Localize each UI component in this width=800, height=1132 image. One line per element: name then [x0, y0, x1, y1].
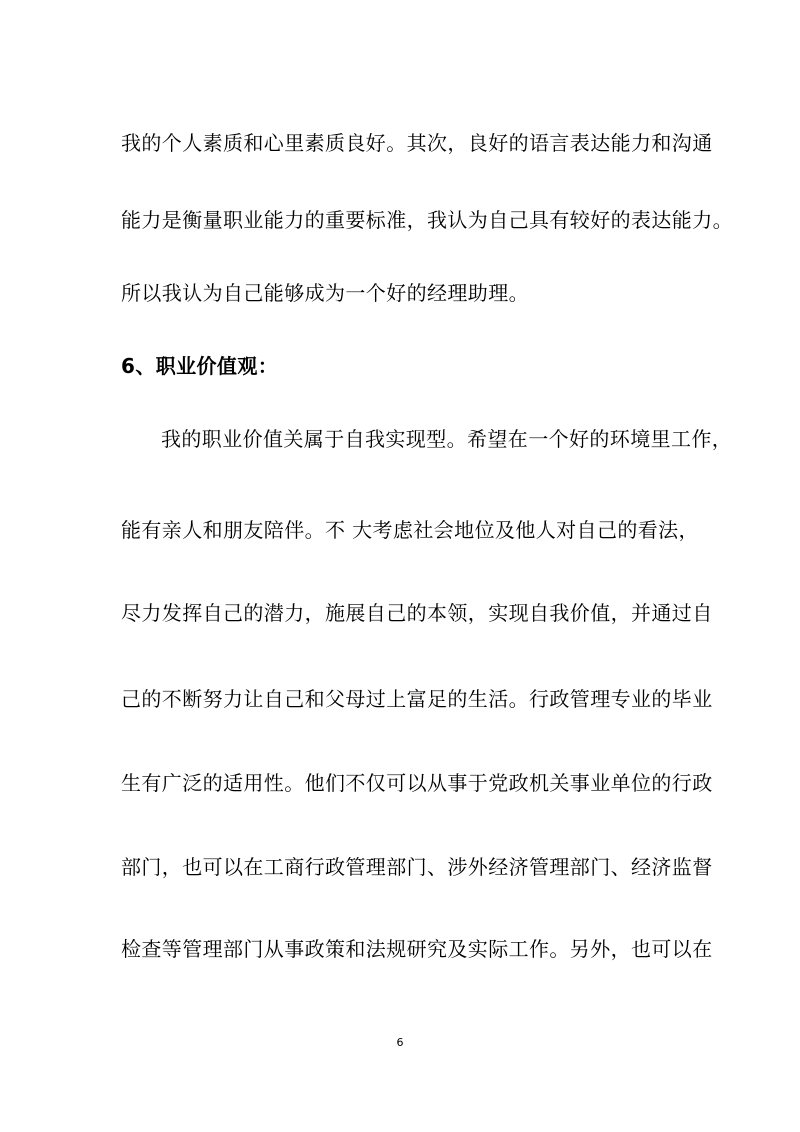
section-heading: 6、职业价值观： — [121, 354, 279, 378]
paragraph-line-6: 部门，也可以在工商行政管理部门、涉外经济管理部门、经济监督 — [121, 855, 713, 879]
paragraph-line-7: 检查等管理部门从事政策和法规研究及实际工作。另外，也可以在 — [121, 937, 713, 961]
page-number: 6 — [396, 1036, 404, 1049]
paragraph-line-2: 能有亲人和朋友陪伴。不 大考虑社会地位及他人对自己的看法， — [121, 518, 699, 542]
text-line-2: 能力是衡量职业能力的重要标准，我认为自己具有较好的表达能力。 — [121, 208, 733, 232]
text-line-1: 我的个人素质和心里素质良好。其次，良好的语言表达能力和沟通 — [121, 131, 713, 155]
text-line-3: 所以我认为自己能够成为一个好的经理助理。 — [121, 281, 529, 305]
paragraph-line-5: 生有广泛的适用性。他们不仅可以从事于党政机关事业单位的行政 — [121, 771, 713, 795]
paragraph-line-1: 我的职业价值关属于自我实现型。希望在一个好的环境里工作， — [161, 427, 733, 451]
paragraph-line-3: 尽力发挥自己的潜力，施展自己的本领，实现自我价值，并通过自 — [121, 601, 713, 625]
paragraph-line-4: 己的不断努力让自己和父母过上富足的生活。行政管理专业的毕业 — [121, 687, 713, 711]
